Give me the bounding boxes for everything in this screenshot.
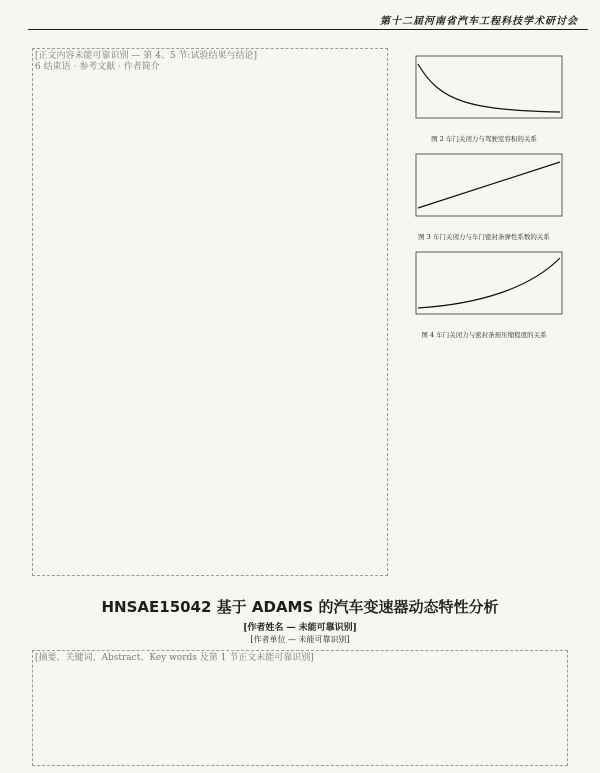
second-article-title: HNSAE15042 基于 ADAMS 的汽车变速器动态特性分析	[101, 598, 499, 616]
running-title: 第十二届河南省汽车工程科技学术研讨会	[380, 16, 578, 27]
figure-4-caption: 图 4 车门关闭力与密封条预压缩程度的关系	[421, 331, 547, 339]
figure-3	[400, 150, 568, 241]
second-article-authors: [作者姓名 — 未能可靠识别]	[243, 623, 357, 633]
figure-3-caption: 图 3 车门关闭力与车门密封条弹性系数的关系	[418, 233, 550, 241]
second-article-body: [摘要、关键词、Abstract、Key words 及第 1 节正文未能可靠识别]	[32, 650, 568, 766]
running-header	[28, 10, 588, 30]
figure-3-plot	[400, 150, 568, 230]
figure-2-plot	[400, 52, 568, 132]
figure-2	[400, 52, 568, 143]
figure-4-plot	[400, 248, 568, 328]
second-article-affiliation: [作者单位 — 未能可靠识别]	[250, 635, 350, 644]
figure-2-caption: 图 2 车门关闭力与驾驶室容积的关系	[431, 135, 537, 143]
first-article-body: [正文内容未能可靠识别 — 第 4、5 节:试验结果与结论] 6 结束语 · 参考文献 · 作者简介	[32, 48, 388, 576]
figure-4	[400, 248, 568, 339]
